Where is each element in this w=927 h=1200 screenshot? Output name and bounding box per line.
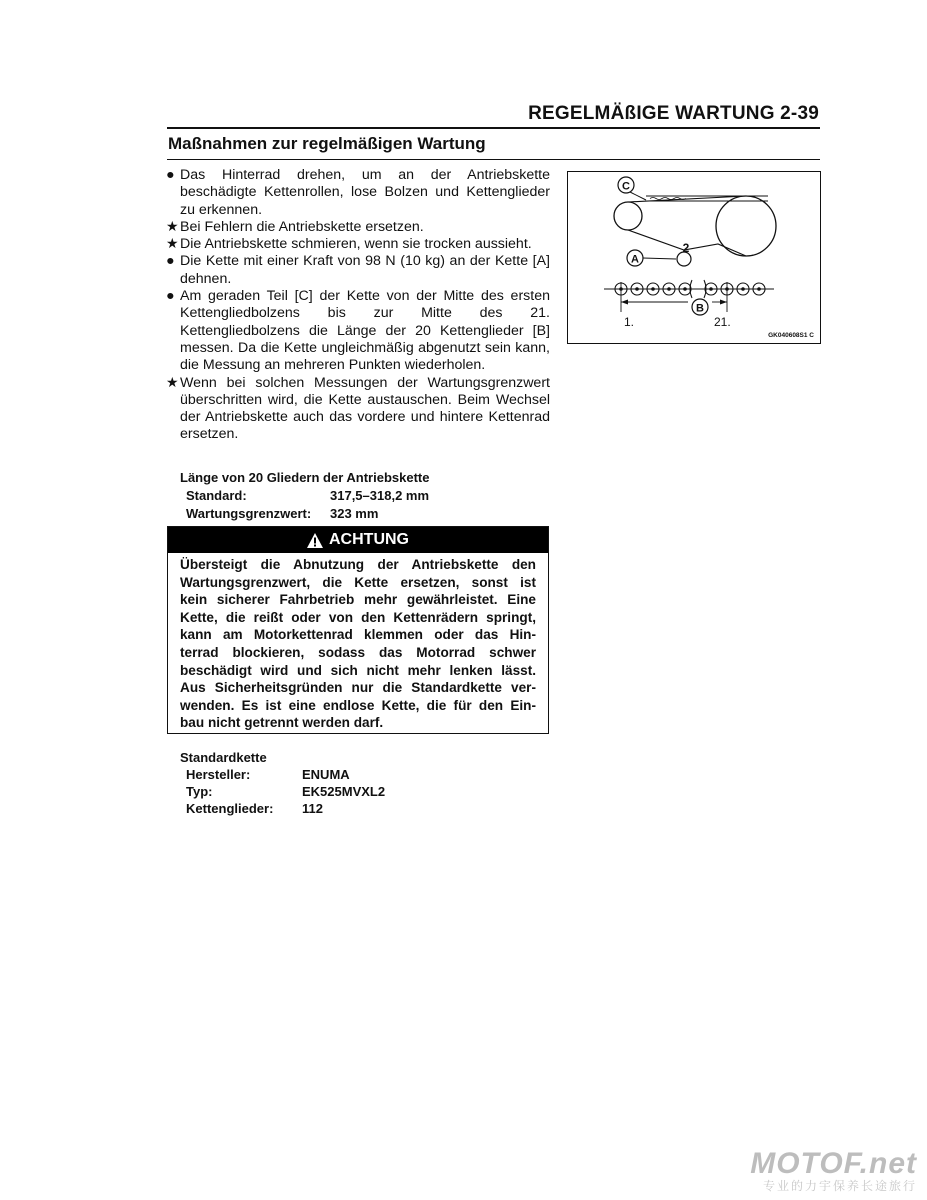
step-text: Die Kette mit einer Kraft von 98 N (10 kg) an der Kette [A] dehnen.	[180, 253, 550, 287]
front-sprocket	[614, 202, 642, 230]
header-divider	[167, 127, 820, 129]
warning-line: Aus Sicherheitsgründen nur die Standardkette ver-	[180, 680, 536, 696]
warning-triangle-icon	[307, 533, 323, 548]
chain-length-spec	[180, 469, 429, 523]
spec-row	[180, 487, 429, 505]
spec-value: ENUMA	[302, 767, 350, 782]
spec-value: EK525MVXL2	[302, 784, 386, 799]
spec-value: 323 mm	[330, 506, 379, 521]
force-label: 2	[682, 241, 690, 255]
procedure-step	[166, 167, 550, 219]
warning-line: Wartungsgrenzwert, die Kette ersetzen, sonst ist	[180, 574, 536, 590]
warning-line: kein sicherer Fahrbetrieb mehr gewährleistet. Eine	[180, 592, 536, 608]
warning-line: beschädigt wird und sich nicht mehr lenken lässt.	[180, 662, 536, 678]
step-text: Wenn bei solchen Messungen der Wartungsgrenzwert überschritten wird, die Kette austauschen. Beim Wechsel der Antriebskette auch das vordere und hintere Kettenrad ersetzen.	[180, 374, 550, 443]
chain-diagram	[568, 172, 820, 343]
star-icon: ★	[166, 218, 179, 235]
warning-header	[168, 527, 548, 553]
callout-c-label: C	[622, 180, 630, 193]
warning-line: kann am Motorkettenrad klemmen oder das Hin-	[180, 627, 536, 643]
spec-row	[180, 783, 385, 800]
warning-line: wenden. Es ist eine endlose Kette, die für den Ein-	[180, 697, 536, 713]
spec-label: Wartungsgrenzwert:	[186, 506, 312, 521]
warning-text	[168, 553, 548, 732]
spec-label: Standard:	[186, 488, 247, 503]
step-text: Die Antriebskette schmieren, wenn sie trocken aussieht.	[180, 236, 532, 253]
warning-line: Übersteigt die Abnutzung der Antriebskette den	[180, 557, 536, 572]
procedure-step	[166, 219, 550, 236]
spec-title: Standardkette	[180, 750, 267, 765]
page-header-title: REGELMÄßIGE WARTUNG 2-39	[528, 103, 819, 124]
bullet-icon: ●	[166, 288, 175, 305]
spec-label: Hersteller:	[186, 767, 251, 782]
procedure-step	[166, 375, 550, 444]
spec-title: Länge von 20 Gliedern der Antriebskette	[180, 470, 430, 485]
spec-value: 317,5–318,2 mm	[330, 488, 430, 503]
arrowhead-left	[621, 300, 628, 305]
figure-code: GK040608S1 C	[768, 332, 814, 339]
bullet-icon: ●	[166, 167, 175, 183]
pin-21-label: 21.	[714, 315, 731, 329]
callout-a-label: A	[631, 253, 639, 266]
procedure-step	[166, 288, 550, 374]
star-icon: ★	[166, 236, 179, 253]
warning-box	[167, 526, 549, 734]
procedure-steps	[166, 167, 550, 444]
procedure-step	[166, 253, 550, 288]
procedure-step	[166, 236, 550, 253]
spec-row	[180, 505, 429, 523]
arrowhead-right	[720, 300, 727, 305]
callout-a-leader	[643, 258, 676, 259]
step-text: Am geraden Teil [C] der Kette von der Mitte des ersten Kettengliedbolzens bis zur Mitte des 21. Kettengliedbolzens die Länge der 20 Kettenglieder [B] messen. Da die Kette ungleichmäßig abgenutzt sein kann, die Messung an mehreren Punkten wiederholen.	[180, 288, 550, 374]
callout-b-label: B	[696, 302, 704, 315]
callout-c-leader	[630, 192, 646, 200]
watermark-logo: MOTOF.net	[750, 1147, 917, 1180]
section-title: Maßnahmen zur regelmäßigen Wartung	[168, 134, 486, 153]
chain-measurement-figure	[567, 171, 821, 344]
step-text: Das Hinterrad drehen, um an der Antriebskette beschädigte Kettenrollen, lose Bolzen und Kettenglieder zu erkennen.	[180, 167, 550, 218]
pin-1-label: 1.	[624, 315, 635, 329]
section-divider	[167, 159, 820, 160]
watermark	[750, 1147, 917, 1194]
spec-label: Kettenglieder:	[186, 801, 274, 816]
spec-label: Typ:	[186, 784, 213, 799]
warning-line: Kette, die reißt oder von den Kettenrädern springt,	[180, 609, 536, 625]
spec-row	[180, 766, 385, 783]
warning-heading: ACHTUNG	[329, 531, 409, 548]
standard-chain-spec	[180, 749, 385, 817]
star-icon: ★	[166, 374, 179, 391]
spec-row	[180, 800, 385, 817]
warning-line: bau nicht getrennt werden darf.	[180, 715, 384, 731]
warning-line: terrad blockieren, sodass das Motorrad schwer	[180, 644, 536, 660]
bullet-icon: ●	[166, 253, 175, 270]
spec-value: 112	[302, 801, 323, 816]
step-text: Bei Fehlern die Antriebskette ersetzen.	[180, 218, 424, 235]
watermark-tagline: 专业的力宇保养长途旅行	[762, 1179, 917, 1193]
